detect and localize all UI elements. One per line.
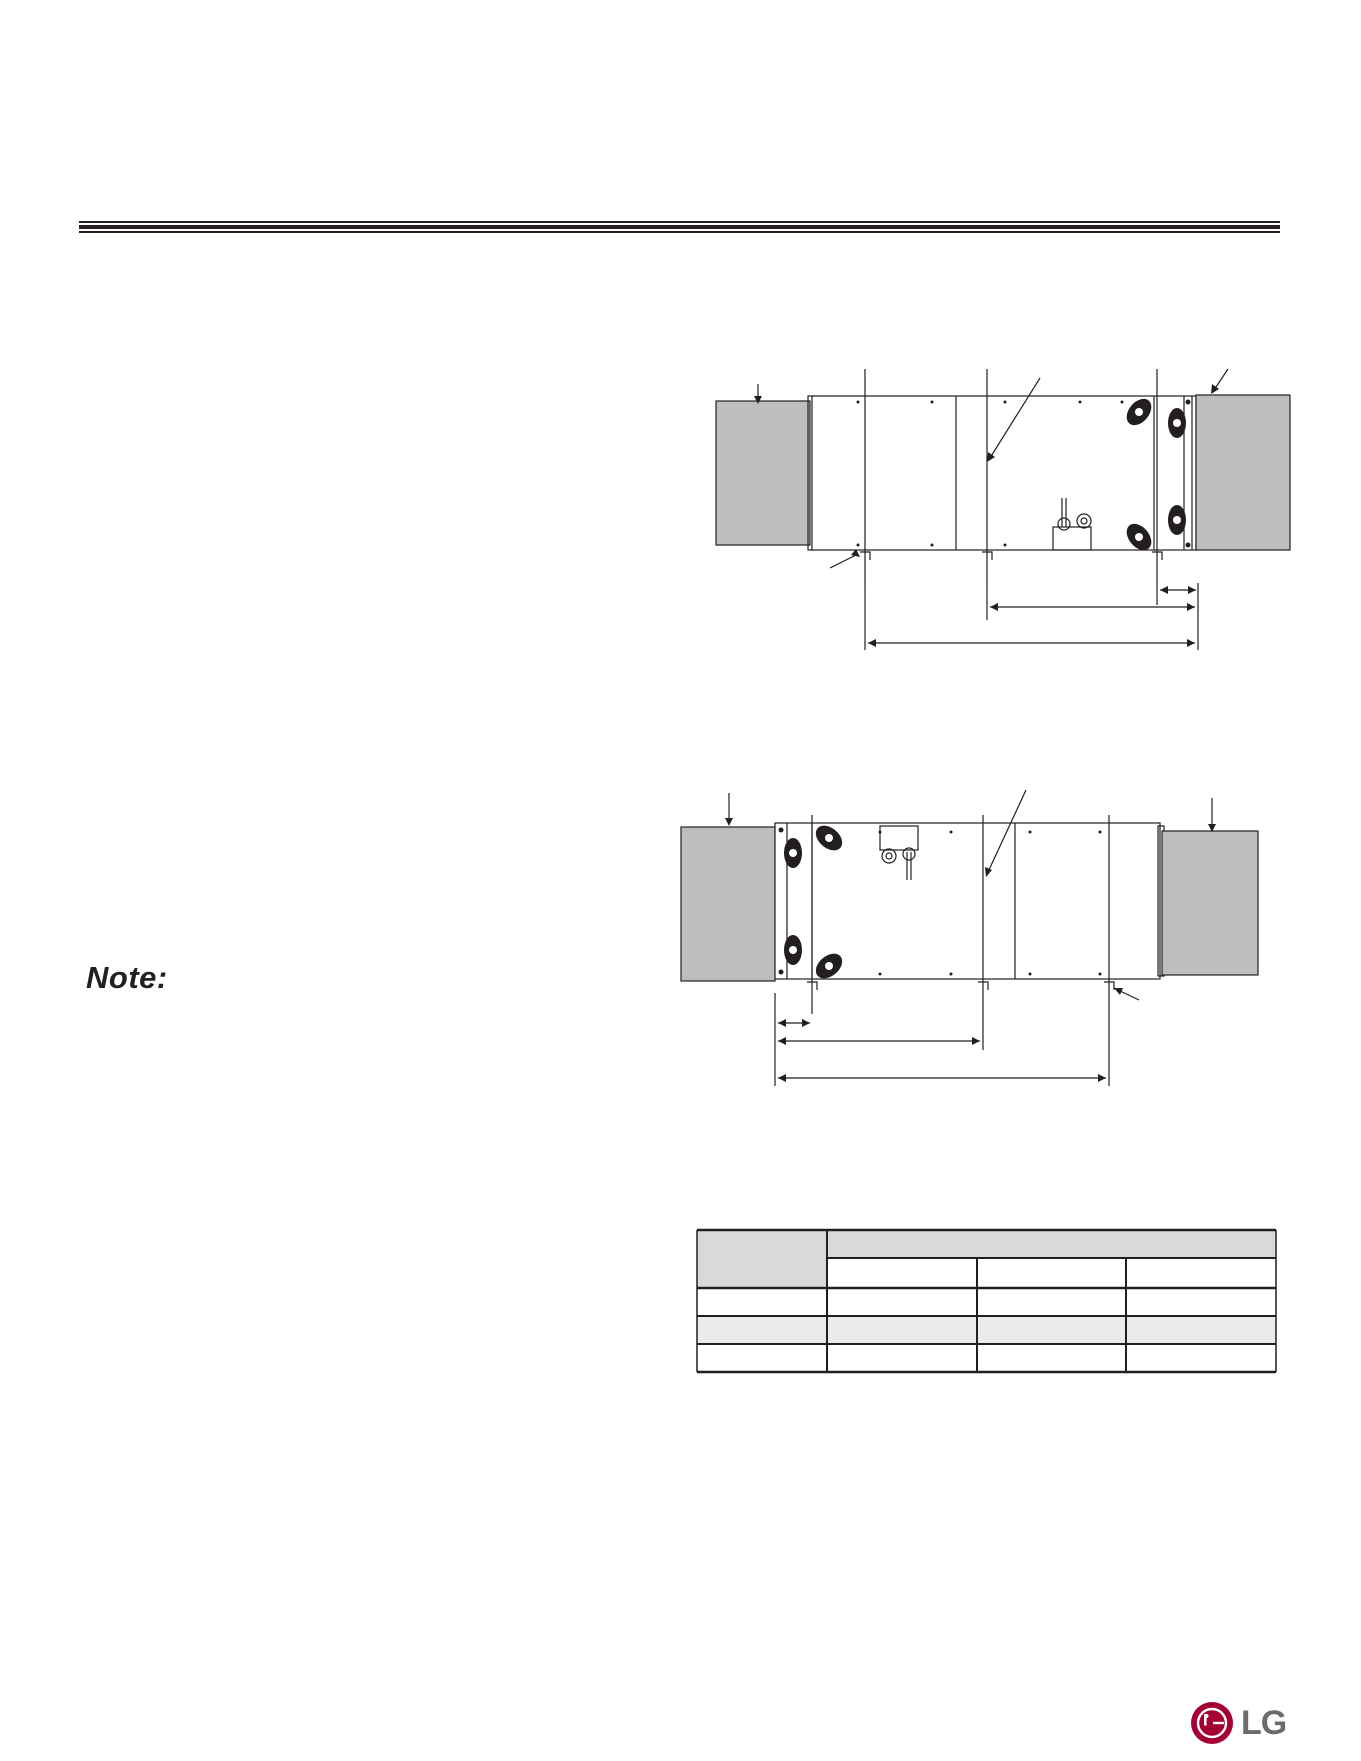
lg-logo-text: LG — [1241, 1704, 1287, 1742]
note-label: Note: — [86, 960, 168, 995]
table-header-group — [827, 1230, 1276, 1258]
table-header-block-left — [697, 1230, 827, 1288]
lg-logo-mark-icon — [1191, 1702, 1233, 1744]
lg-logo — [1191, 1700, 1287, 1746]
table-alt-row — [697, 1316, 1276, 1344]
